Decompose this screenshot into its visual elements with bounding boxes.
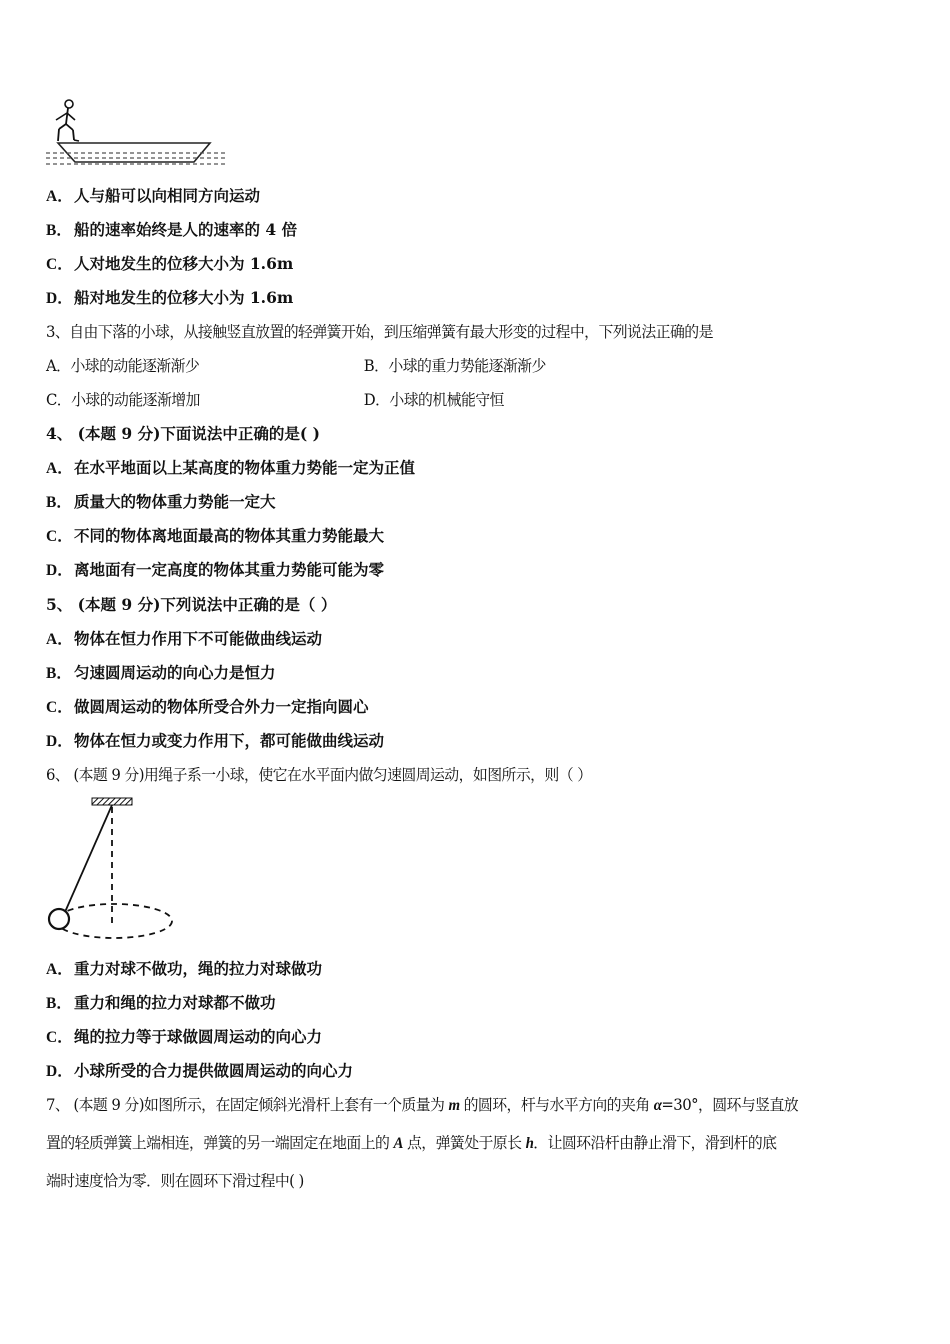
q3-option-d — [364, 390, 504, 410]
person-on-boat-figure — [44, 96, 229, 168]
q3-option-b — [364, 356, 546, 376]
option-label: D． — [46, 562, 73, 579]
q5-option-b — [46, 663, 276, 684]
q5-stem: 5、 (本题 9 分)下列说法中正确的是（ ） — [46, 595, 337, 614]
q3-option-a — [46, 357, 199, 375]
option-text: 小球的机械能守恒 — [389, 391, 504, 409]
mass-symbol: m — [448, 1097, 460, 1114]
option-text: 离地面有一定高度的物体其重力势能可能为零 — [74, 560, 385, 579]
q3-options-row-2 — [46, 390, 891, 410]
q7-text: ．让圆环沿杆由静止滑下，滑到杆的底 — [533, 1134, 777, 1152]
option-text: 人对地发生的位移大小为 1.6m — [74, 254, 294, 273]
option-label: A． — [46, 961, 73, 978]
q4-option-d — [46, 560, 384, 581]
q6-option-c — [46, 1027, 322, 1048]
q2-option-b — [46, 220, 297, 241]
option-text: 不同的物体离地面最高的物体其重力势能最大 — [74, 526, 385, 545]
option-text: 物体在恒力作用下不可能做曲线运动 — [74, 629, 323, 648]
option-text: 在水平地面以上某高度的物体重力势能一定为正值 — [74, 458, 416, 477]
q5-option-d — [46, 731, 384, 752]
option-label: C． — [46, 1029, 73, 1046]
option-text: 小球的重力势能逐渐渐少 — [388, 357, 546, 375]
q5-option-c — [46, 697, 369, 718]
q2-option-c — [46, 254, 293, 275]
option-label: D． — [46, 290, 73, 307]
option-text: 质量大的物体重力势能一定大 — [74, 492, 276, 511]
option-text: 人与船可以向相同方向运动 — [74, 186, 261, 205]
q4-option-a — [46, 458, 415, 479]
conical-pendulum-figure — [44, 795, 179, 943]
option-text: 物体在恒力或变力作用下，都可能做曲线运动 — [74, 731, 385, 750]
option-text: 小球的动能逐渐增加 — [71, 391, 200, 409]
q7-stem-line-2 — [46, 1133, 776, 1154]
option-label: A． — [46, 631, 73, 648]
option-text: 船对地发生的位移大小为 1.6m — [74, 288, 294, 307]
q6-option-d — [46, 1061, 353, 1082]
q4-option-b — [46, 492, 276, 513]
q7-text: 置的轻质弹簧上端相连，弹簧的另一端固定在地面上的 — [46, 1134, 394, 1152]
q6-option-a — [46, 959, 322, 980]
option-label: B． — [363, 357, 389, 375]
point-a-symbol: A — [393, 1135, 403, 1152]
option-label: C． — [46, 699, 73, 716]
q7-stem-line-3: 端时速度恰为零．则在圆环下滑过程中( ) — [46, 1172, 304, 1190]
q7-text: 7、 (本题 9 分)如图所示，在固定倾斜光滑杆上套有一个质量为 — [46, 1096, 449, 1114]
q4-option-c — [46, 526, 384, 547]
q7-text: 的圆环，杆与水平方向的夹角 — [459, 1096, 654, 1114]
option-label: B． — [46, 222, 72, 239]
q3-stem: 3、自由下落的小球，从接触竖直放置的轻弹簧开始，到压缩弹簧有最大形变的过程中，下列说法正确的是 — [46, 323, 713, 341]
option-label: C． — [46, 391, 72, 409]
option-text: 重力对球不做功，绳的拉力对球做功 — [74, 959, 323, 978]
q6-option-b — [46, 993, 276, 1014]
option-text: 重力和绳的拉力对球都不做功 — [74, 993, 276, 1012]
option-text: 匀速圆周运动的向心力是恒力 — [74, 663, 276, 682]
option-text: 做圆周运动的物体所受合外力一定指向圆心 — [74, 697, 369, 716]
option-text: 小球所受的合力提供做圆周运动的向心力 — [74, 1061, 354, 1080]
option-label: A． — [46, 357, 71, 375]
option-label: A． — [46, 188, 73, 205]
q2-option-a — [46, 186, 260, 207]
q7-stem-line-1 — [46, 1095, 798, 1116]
q5-option-a — [46, 629, 322, 650]
option-text: 小球的动能逐渐渐少 — [70, 357, 200, 375]
option-label: B． — [46, 995, 72, 1012]
q7-text: =30°，圆环与竖直放 — [661, 1096, 799, 1114]
option-label: C． — [46, 528, 73, 545]
q6-stem: 6、 (本题 9 分)用绳子系一小球，使它在水平面内做匀速圆周运动，如图所示，则（ ） — [46, 766, 592, 784]
angle-symbol: α — [653, 1097, 662, 1114]
option-label: D． — [46, 1063, 73, 1080]
option-text: 船的速率始终是人的速率的 4 倍 — [74, 220, 298, 239]
option-label: B． — [46, 665, 72, 682]
option-label: A． — [46, 460, 73, 477]
q3-options-row-1 — [46, 356, 891, 376]
q7-text: 点，弹簧处于原长 — [402, 1134, 526, 1152]
q2-option-d — [46, 288, 293, 309]
option-text: 绳的拉力等于球做圆周运动的向心力 — [74, 1027, 323, 1046]
option-label: C． — [46, 256, 73, 273]
q3-option-c — [46, 391, 200, 409]
option-label: D． — [363, 391, 390, 409]
option-label: D． — [46, 733, 73, 750]
option-label: B． — [46, 494, 72, 511]
length-h-symbol: h — [525, 1135, 534, 1152]
q4-stem: 4、 (本题 9 分)下面说法中正确的是( ) — [46, 424, 320, 443]
